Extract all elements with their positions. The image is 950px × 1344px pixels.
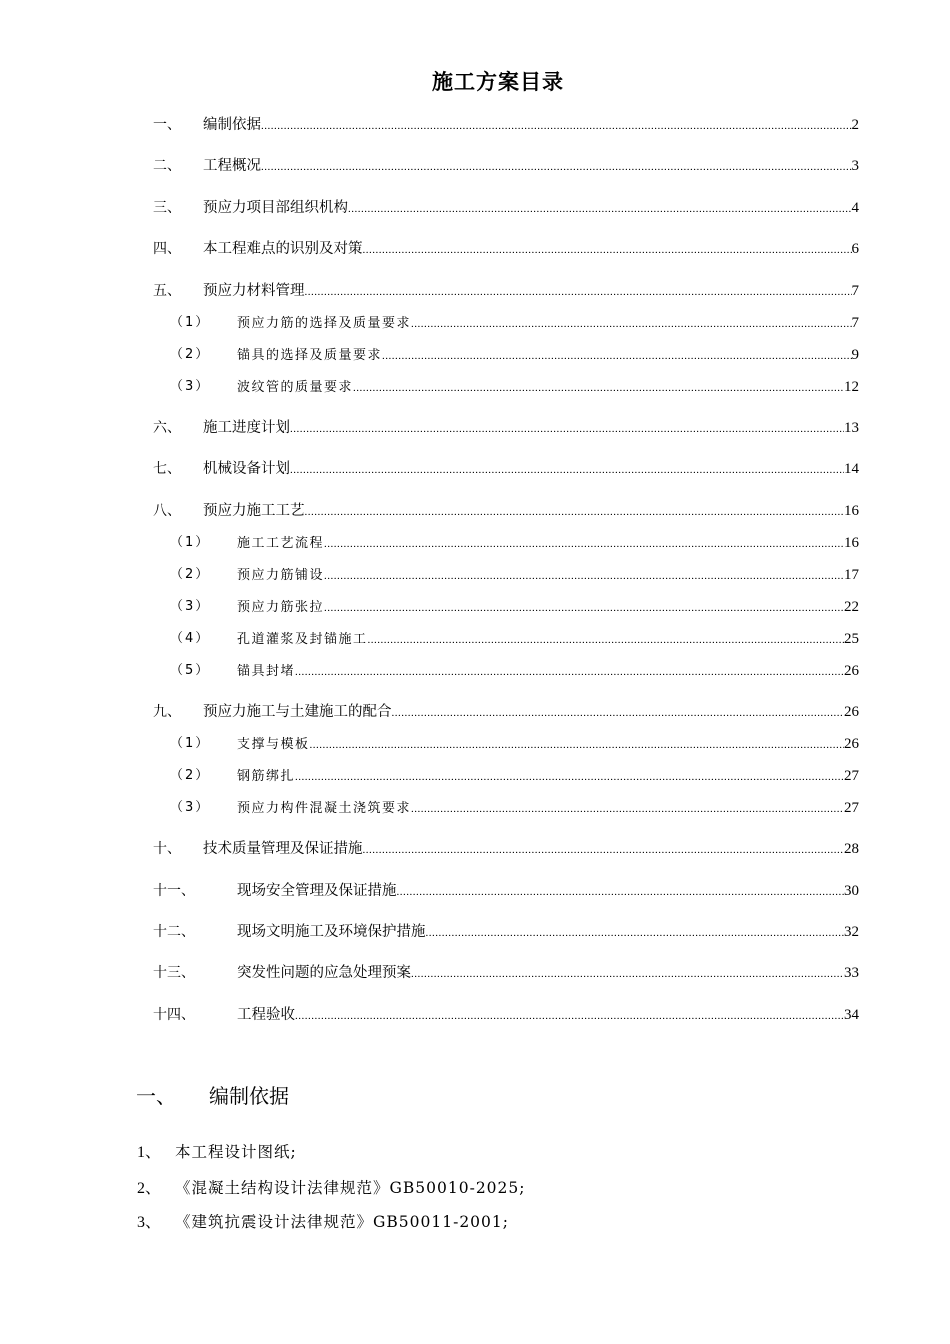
toc-entry-page: 16 [844,503,859,519]
toc-entry-number: （2） [170,347,211,362]
section-heading [136,1080,289,1109]
section-title: 编制依据 [209,1084,289,1108]
basis-item-text: 本工程设计图纸; [175,1143,297,1161]
toc-title: 施工方案目录 [432,69,564,94]
toc-entry[interactable] [0,921,950,943]
toc-entry[interactable] [0,880,950,902]
toc-entry-number: 十一、 [153,883,195,899]
toc-entry-text: 预应力施工工艺 [203,503,305,519]
toc-entry-page: 27 [844,800,859,816]
toc-entry-text: 施工进度计划 [203,420,290,436]
toc-entry-page: 3 [851,158,859,174]
toc-entry-page: 2 [851,117,859,133]
toc-entry-page: 7 [851,315,859,331]
dot-leader [411,313,851,335]
toc-entry-text: 机械设备计划 [203,461,290,477]
toc-entry-number: 一、 [153,117,181,133]
toc-entry-number: （5） [170,663,211,678]
toc-entry-text: 预应力构件混凝土浇筑要求 [237,801,412,816]
toc-entry-page: 13 [844,420,859,436]
toc-entry-text: 本工程难点的识别及对策 [203,241,363,257]
toc-entry-number: （3） [170,599,211,614]
toc-entry-text: 锚具的选择及质量要求 [237,348,383,363]
toc-subentry[interactable] [0,596,950,618]
dot-leader [363,239,852,261]
toc-entry-text: 支撑与模板 [237,737,310,752]
toc-entry-number: 十、 [153,841,181,857]
toc-entry[interactable] [0,155,950,177]
toc-entry-text: 波纹管的质量要求 [237,380,354,395]
toc-subentry[interactable] [0,312,950,334]
toc-entry-page: 12 [844,379,859,395]
toc-subentry[interactable] [0,532,950,554]
toc-entry-text: 工程验收 [237,1007,295,1023]
dot-leader [348,198,852,220]
dot-leader [310,734,844,756]
toc-entry[interactable] [0,838,950,860]
basis-item-number: 2、 [137,1180,162,1197]
toc-entry-page: 25 [844,631,859,647]
toc-entry-text: 孔道灌浆及封锚施工 [237,632,368,647]
toc-entry-number: 十二、 [153,924,195,940]
toc-entry-text: 预应力施工与土建施工的配合 [203,704,392,720]
toc-entry[interactable] [0,417,950,439]
toc-entry-page: 26 [844,704,859,720]
toc-entry-text: 施工工艺流程 [237,536,325,551]
toc-entry-page: 7 [851,283,859,299]
dot-leader [305,281,852,303]
toc-entry-number: 三、 [153,200,181,216]
toc-entry-text: 锚具封堵 [237,664,296,679]
toc-entry-page: 27 [844,768,859,784]
toc-entry-text: 技术质量管理及保证措施 [203,841,363,857]
toc-entry-page: 4 [851,200,859,216]
toc-entry[interactable] [0,500,950,522]
basis-item-text: 《混凝土结构设计法律规范》GB50010-2025; [175,1179,526,1197]
dot-leader [324,533,844,555]
toc-entry-number: 六、 [153,420,181,436]
dot-leader [295,1005,844,1027]
toc-entry-page: 30 [844,883,859,899]
toc-entry-page: 6 [851,241,859,257]
toc-entry-page: 34 [844,1007,859,1023]
toc-entry-page: 26 [844,736,859,752]
toc-entry-number: （3） [170,800,211,815]
section-number: 一、 [136,1084,176,1108]
dot-leader [426,922,845,944]
toc-entry[interactable] [0,238,950,260]
toc-subentry[interactable] [0,564,950,586]
toc-entry-text: 现场文明施工及环境保护措施 [237,924,426,940]
toc-entry-page: 16 [844,535,859,551]
dot-leader [290,459,844,481]
dot-leader [324,597,844,619]
toc-entry-number: 九、 [153,704,181,720]
basis-item-text: 《建筑抗震设计法律规范》GB50011-2001; [175,1213,509,1231]
dot-leader [324,565,844,587]
toc-entry[interactable] [0,197,950,219]
toc-entry-number: （1） [170,535,211,550]
basis-item-number: 3、 [137,1214,162,1231]
dot-leader [411,798,844,820]
toc-subentry[interactable] [0,660,950,682]
basis-item-number: 1、 [137,1144,162,1161]
toc-entry-text: 预应力项目部组织机构 [203,200,348,216]
dot-leader [363,839,845,861]
dot-leader [392,702,845,724]
dot-leader [261,156,852,178]
toc-entry-text: 预应力筋的选择及质量要求 [237,316,412,331]
toc-subentry[interactable] [0,797,950,819]
toc-subentry[interactable] [0,344,950,366]
toc-entry-number: （2） [170,567,211,582]
toc-entry-page: 17 [844,567,859,583]
toc-entry-text: 预应力筋铺设 [237,568,325,583]
toc-entry-number: （1） [170,736,211,751]
toc-subentry[interactable] [0,765,950,787]
toc-entry-number: 十四、 [153,1007,195,1023]
dot-leader [261,115,852,137]
toc-entry-number: 二、 [153,158,181,174]
dot-leader [295,661,844,683]
toc-subentry[interactable] [0,733,950,755]
toc-entry-number: 七、 [153,461,181,477]
toc-entry-page: 9 [851,347,859,363]
dot-leader [290,418,844,440]
toc-entry-number: 八、 [153,503,181,519]
toc-entry-text: 现场安全管理及保证措施 [237,883,397,899]
dot-leader [353,377,844,399]
dot-leader [397,881,845,903]
toc-entry-page: 22 [844,599,859,615]
toc-entry-number: 五、 [153,283,181,299]
toc-entry-text: 预应力筋张拉 [237,600,325,615]
toc-entry-page: 14 [844,461,859,477]
toc-subentry[interactable] [0,628,950,650]
toc-entry[interactable] [0,280,950,302]
toc-entry-number: （4） [170,631,211,646]
dot-leader [411,963,844,985]
toc-entry-text: 钢筋绑扎 [237,769,296,784]
toc-entry-text: 突发性问题的应急处理预案 [237,965,411,981]
toc-entry-number: （1） [170,315,211,330]
basis-item [137,1210,509,1235]
toc-entry[interactable] [0,962,950,984]
dot-leader [295,766,844,788]
toc-entry-page: 26 [844,663,859,679]
toc-entry-number: （3） [170,379,211,394]
toc-entry-text: 工程概况 [203,158,261,174]
toc-entry-page: 33 [844,965,859,981]
toc-entry[interactable] [0,114,950,136]
toc-entry-page: 32 [844,924,859,940]
toc-entry-page: 28 [844,841,859,857]
basis-item [137,1176,526,1201]
dot-leader [368,629,844,651]
toc-entry[interactable] [0,1004,950,1026]
toc-entry[interactable] [0,701,950,723]
basis-item [137,1140,297,1165]
toc-entry-text: 编制依据 [203,117,261,133]
toc-entry-number: 十三、 [153,965,195,981]
toc-entry[interactable] [0,458,950,480]
dot-leader [305,501,845,523]
toc-entry-number: 四、 [153,241,181,257]
toc-entry-text: 预应力材料管理 [203,283,305,299]
toc-subentry[interactable] [0,376,950,398]
dot-leader [382,345,851,367]
toc-entry-number: （2） [170,768,211,783]
